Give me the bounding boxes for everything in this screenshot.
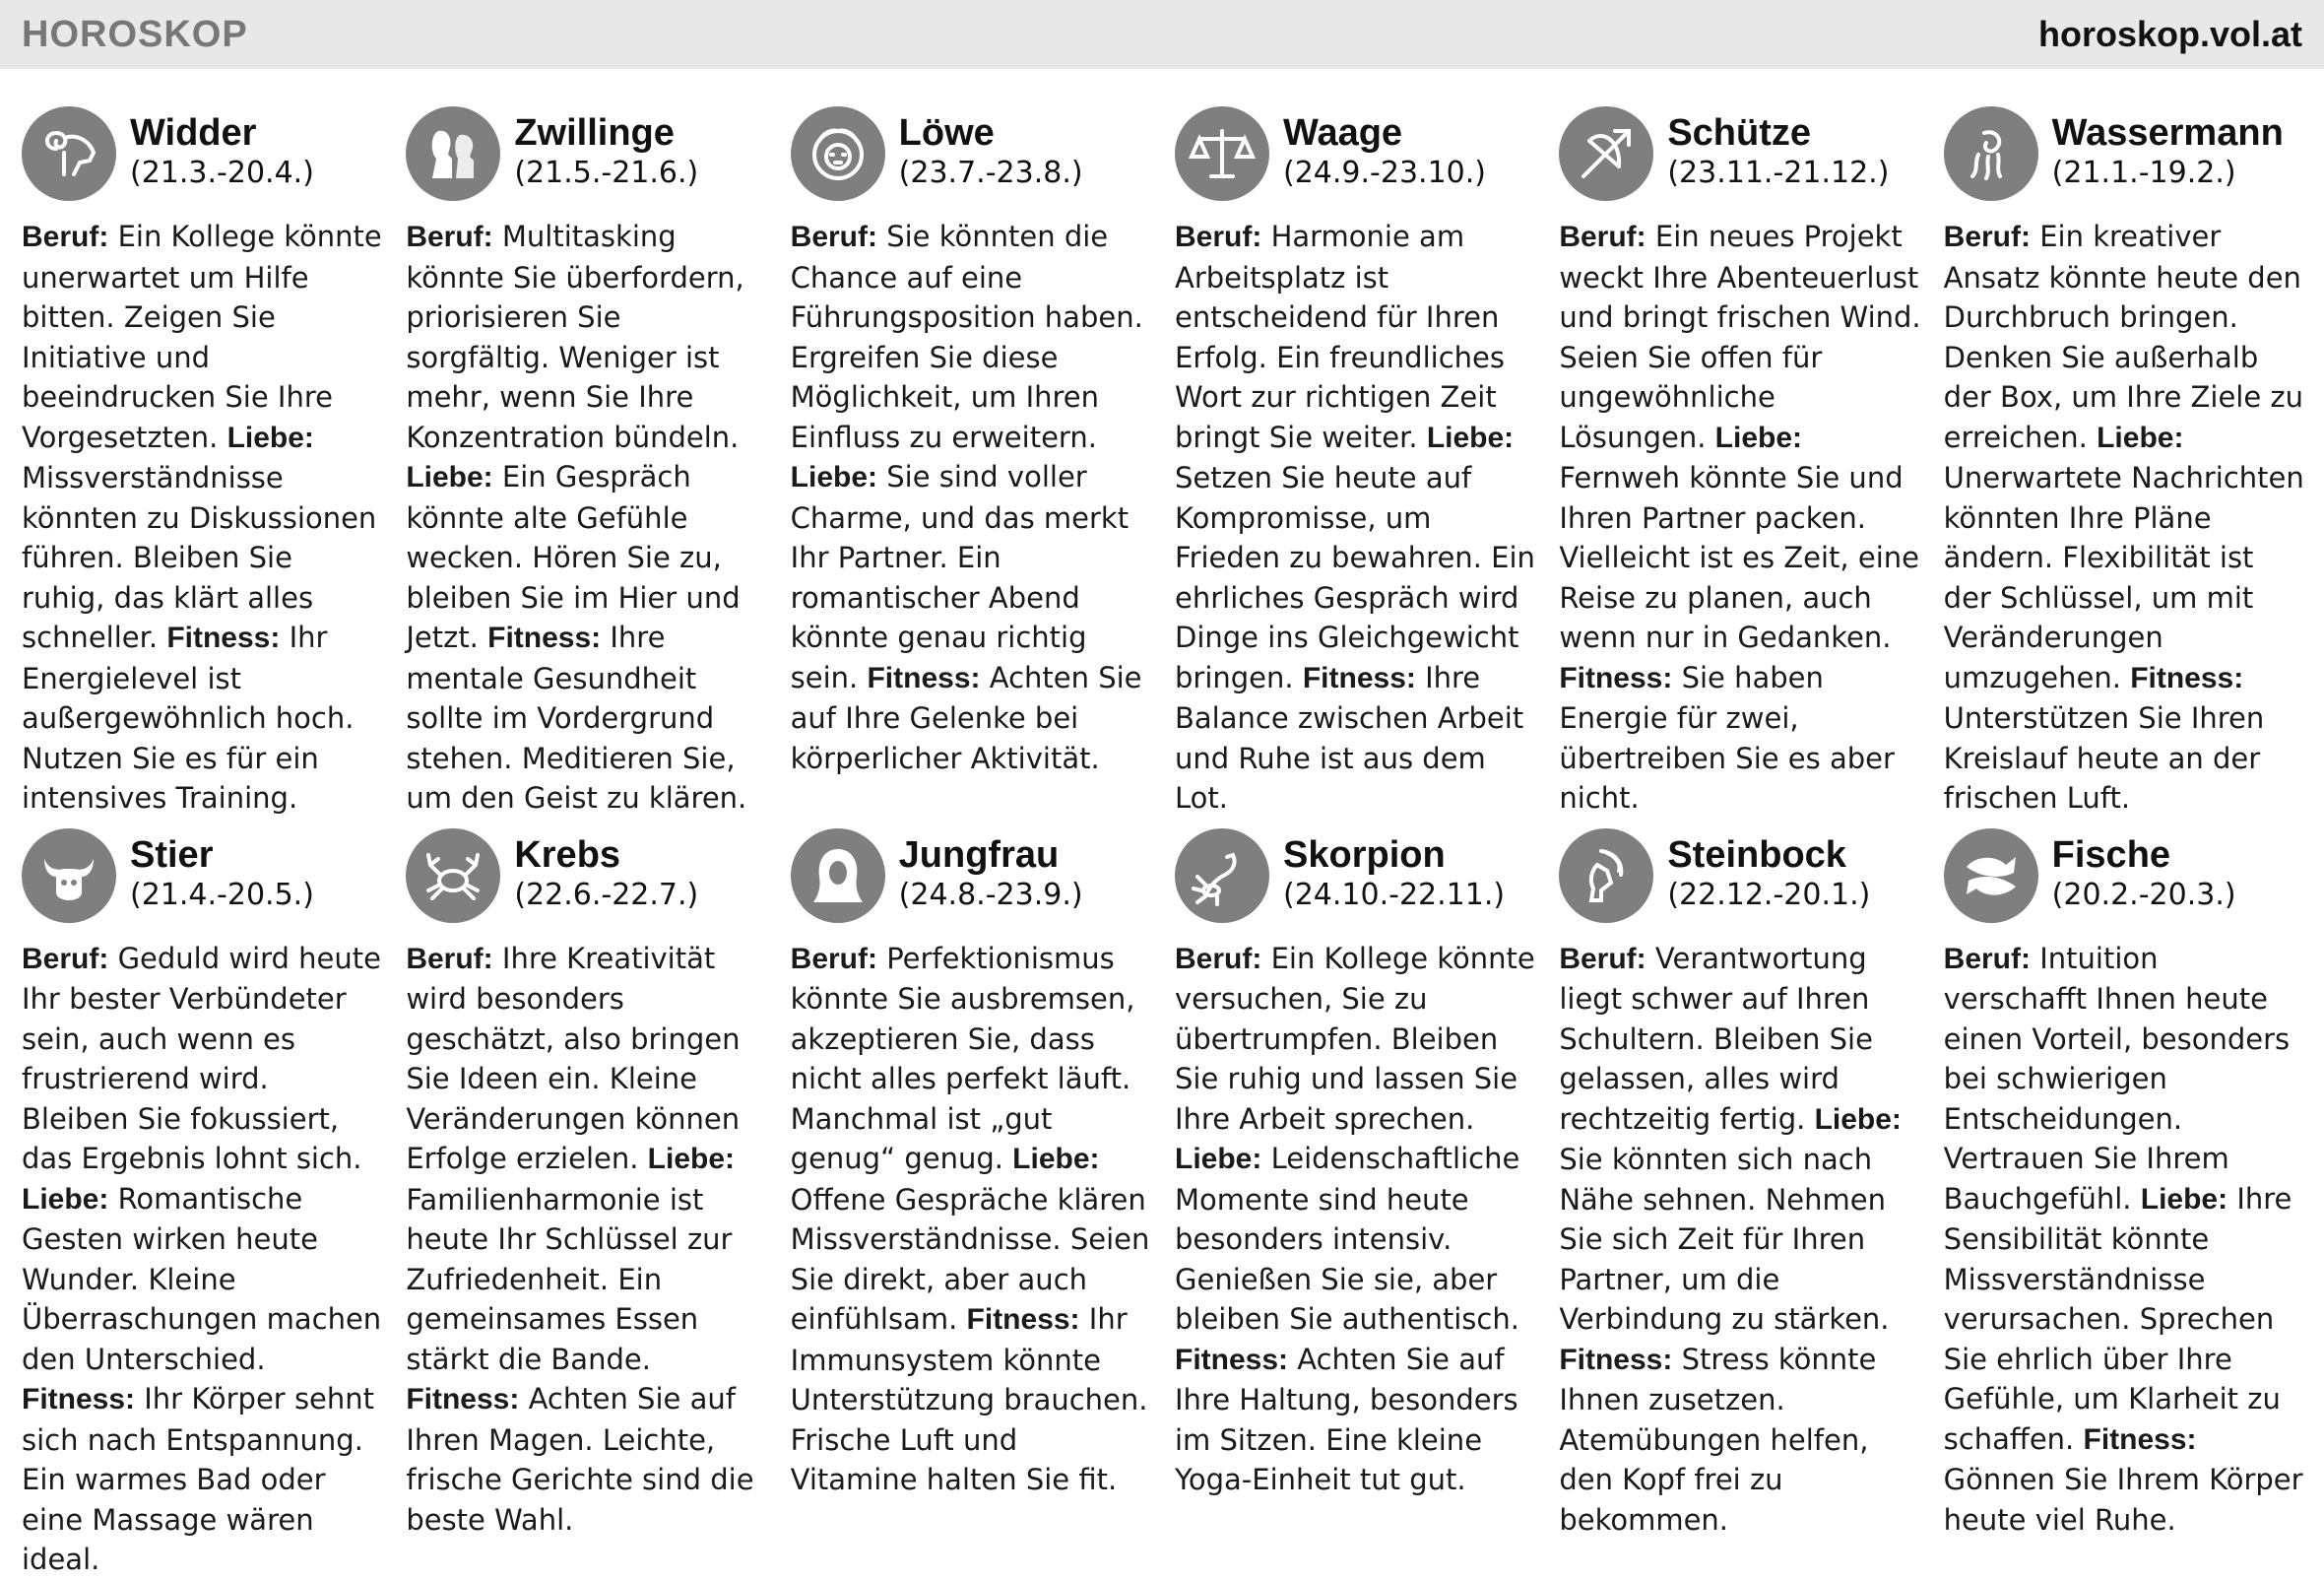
sign-fische bbox=[1944, 819, 2306, 1580]
maiden-icon bbox=[791, 828, 885, 923]
sign-dates: (21.4.-20.5.) bbox=[130, 877, 314, 912]
sign-text: Beruf: Multitasking könnte Sie überfordern, priorisieren Sie sorgfältig. Weniger ist mehr, wenn Sie Ihre Konzentration bündeln. Liebe: Ein Gespräch könnte alte Gefühle wecken. Hören Sie zu, bleiben Sie im Hier und Jetzt. Fitness: Ihre mentale Gesundheit sollte im Vordergrund stehen. Meditieren Sie, um den Geist zu klären. bbox=[406, 220, 747, 815]
goat-icon bbox=[1559, 828, 1653, 923]
sign-zwillinge bbox=[406, 106, 768, 819]
sign-name: Löwe bbox=[898, 112, 995, 154]
sign-skorpion bbox=[1175, 819, 1537, 1580]
bull-icon bbox=[22, 828, 116, 923]
sign-dates: (21.5.-21.6.) bbox=[514, 156, 699, 190]
scorpion-icon bbox=[1175, 828, 1269, 923]
sign-text: Beruf: Ein neues Projekt weckt Ihre Abenteuerlust und bringt frischen Wind. Seien Sie offen für ungewöhnliche Lösungen. Liebe: Fernweh könnte Sie und Ihren Partner packen. Vielleicht ist es Zeit, eine Reise zu planen, auch wenn nur in Gedanken. Fitness: Sie haben Energie für zwei, übertreiben Sie es aber nicht. bbox=[1559, 220, 1921, 815]
sign-text: Beruf: Intuition verschafft Ihnen heute einen Vorteil, besonders bei schwierigen Entscheidungen. Vertrauen Sie Ihrem Bauchgefühl. Liebe: Ihre Sensibilität könnte Missverständnisse verursachen. Sprechen Sie ehrlich über Ihre Gefühle, um Klarheit zu schaffen. Fitness: Gönnen Sie Ihrem Körper heute viel Ruhe. bbox=[1943, 941, 2303, 1537]
ram-icon bbox=[22, 106, 116, 201]
sign-dates: (21.3.-20.4.) bbox=[130, 156, 314, 190]
water-bearer-icon bbox=[1944, 106, 2038, 201]
sign-dates: (24.10.-22.11.) bbox=[1283, 877, 1506, 912]
sign-name: Schütze bbox=[1667, 112, 1812, 154]
sign-name: Waage bbox=[1283, 112, 1403, 154]
sign-dates: (23.11.-21.12.) bbox=[1667, 156, 1890, 190]
sign-name: Krebs bbox=[514, 833, 621, 876]
sign-text: Beruf: Perfektionismus könnte Sie ausbremsen, akzeptieren Sie, dass nicht alles perfekt läuft. Manchmal ist „gut genug“ genug. Liebe: Offene Gespräche klären Missverständnisse. Seien Sie direkt, aber auch einfühlsam. Fitness: Ihr Immunsystem könnte Unterstützung brauchen. Frische Luft und Vitamine halten Sie fit. bbox=[790, 941, 1150, 1496]
sign-dates: (22.6.-22.7.) bbox=[514, 877, 699, 912]
sign-wassermann bbox=[1944, 106, 2306, 819]
sign-text: Beruf: Ihre Kreativität wird besonders geschätzt, also bringen Sie Ideen ein. Kleine Veränderungen können Erfolge erzielen. Liebe: Familienharmonie ist heute Ihr Schlüssel zur Zufriedenheit. Ein gemeinsames Essen stärkt die Bande. Fitness: Achten Sie auf Ihren Magen. Leichte, frische Gerichte sind die beste Wahl. bbox=[406, 941, 754, 1537]
scales-icon bbox=[1175, 106, 1269, 201]
sign-dates: (23.7.-23.8.) bbox=[898, 156, 1083, 190]
twins-icon bbox=[406, 106, 500, 201]
sign-widder bbox=[22, 106, 384, 819]
sign-dates: (21.1.-19.2.) bbox=[2051, 156, 2236, 190]
horoscope-grid bbox=[22, 106, 2306, 1576]
sign-dates: (22.12.-20.1.) bbox=[1667, 877, 1871, 912]
sign-steinbock bbox=[1559, 819, 1921, 1580]
sign-text: Beruf: Ein Kollege könnte versuchen, Sie zu übertrumpfen. Bleiben Sie ruhig und lassen Sie Ihre Arbeit sprechen. Liebe: Leidenschaftliche Momente sind heute besonders intensiv. Genießen Sie sie, aber bleiben Sie authentisch. Fitness: Achten Sie auf Ihre Haltung, besonders im Sitzen. Eine kleine Yoga-Einheit tut gut. bbox=[1175, 941, 1535, 1496]
sign-name: Stier bbox=[130, 833, 214, 876]
archer-bow-icon bbox=[1559, 106, 1653, 201]
sign-loewe bbox=[791, 106, 1153, 819]
section-title: HOROSKOP bbox=[22, 13, 248, 55]
sign-text: Beruf: Ein kreativer Ansatz könnte heute den Durchbruch bringen. Denken Sie außerhalb der Box, um Ihre Ziele zu erreichen. Liebe: Unerwartete Nachrichten könnten Ihre Pläne ändern. Flexibilität ist der Schlüssel, um mit Veränderungen umzugehen. Fitness: Unterstützen Sie Ihren Kreislauf heute an der frischen Luft. bbox=[1943, 220, 2304, 815]
sign-name: Fische bbox=[2051, 833, 2171, 876]
crab-icon bbox=[406, 828, 500, 923]
sign-dates: (24.8.-23.9.) bbox=[898, 877, 1083, 912]
sign-dates: (24.9.-23.10.) bbox=[1283, 156, 1486, 190]
sign-schuetze bbox=[1559, 106, 1921, 819]
sign-text: Beruf: Harmonie am Arbeitsplatz ist entscheidend für Ihren Erfolg. Ein freundliches Wort zur richtigen Zeit bringt Sie weiter. Liebe: Setzen Sie heute auf Kompromisse, um Frieden zu bewahren. Ein ehrliches Gespräch wird Dinge ins Gleichgewicht bringen. Fitness: Ihre Balance zwischen Arbeit und Ruhe ist aus dem Lot. bbox=[1175, 220, 1535, 815]
sign-name: Jungfrau bbox=[898, 833, 1060, 876]
sign-jungfrau bbox=[791, 819, 1153, 1580]
lion-icon bbox=[791, 106, 885, 201]
sign-text: Beruf: Ein Kollege könnte unerwartet um Hilfe bitten. Zeigen Sie Initiative und beeindrucken Sie Ihre Vorgesetzten. Liebe: Missverständnisse könnten zu Diskussionen führen. Bleiben Sie ruhig, das klärt alles schneller. Fitness: Ihr Energielevel ist außergewöhnlich hoch. Nutzen Sie es für ein intensives Training. bbox=[22, 220, 382, 815]
sign-name: Zwillinge bbox=[514, 112, 675, 154]
sign-text: Beruf: Geduld wird heute Ihr bester Verbündeter sein, auch wenn es frustrierend wird. Bleiben Sie fokussiert, das Ergebnis lohnt sich. Liebe: Romantische Gesten wirken heute Wunder. Kleine Überraschungen machen den Unterschied. Fitness: Ihr Körper sehnt sich nach Entspannung. Ein warmes Bad oder eine Massage wären ideal. bbox=[22, 941, 382, 1576]
sign-stier bbox=[22, 819, 384, 1580]
sign-name: Widder bbox=[130, 112, 257, 154]
page-header bbox=[0, 0, 2324, 69]
sign-text: Beruf: Sie könnten die Chance auf eine Führungsposition haben. Ergreifen Sie diese Möglichkeit, um Ihren Einfluss zu erweitern. Liebe: Sie sind voller Charme, und das merkt Ihr Partner. Ein romantischer Abend könnte genau richtig sein. Fitness: Achten Sie auf Ihre Gelenke bei körperlicher Aktivität. bbox=[790, 220, 1143, 775]
sign-krebs bbox=[406, 819, 768, 1580]
sign-text: Beruf: Verantwortung liegt schwer auf Ihren Schultern. Bleiben Sie gelassen, alles wird rechtzeitig fertig. Liebe: Sie könnten sich nach Nähe sehnen. Nehmen Sie sich Zeit für Ihren Partner, um die Verbindung zu stärken. Fitness: Stress könnte Ihnen zusetzen. Atemübungen helfen, den Kopf frei zu bekommen. bbox=[1559, 941, 1902, 1537]
sign-waage bbox=[1175, 106, 1537, 819]
sign-dates: (20.2.-20.3.) bbox=[2051, 877, 2236, 912]
sign-name: Wassermann bbox=[2051, 112, 2284, 154]
sign-name: Skorpion bbox=[1283, 833, 1446, 876]
fish-icon bbox=[1944, 828, 2038, 923]
website-url[interactable]: horoskop.vol.at bbox=[2037, 14, 2302, 54]
sign-name: Steinbock bbox=[1667, 833, 1846, 876]
